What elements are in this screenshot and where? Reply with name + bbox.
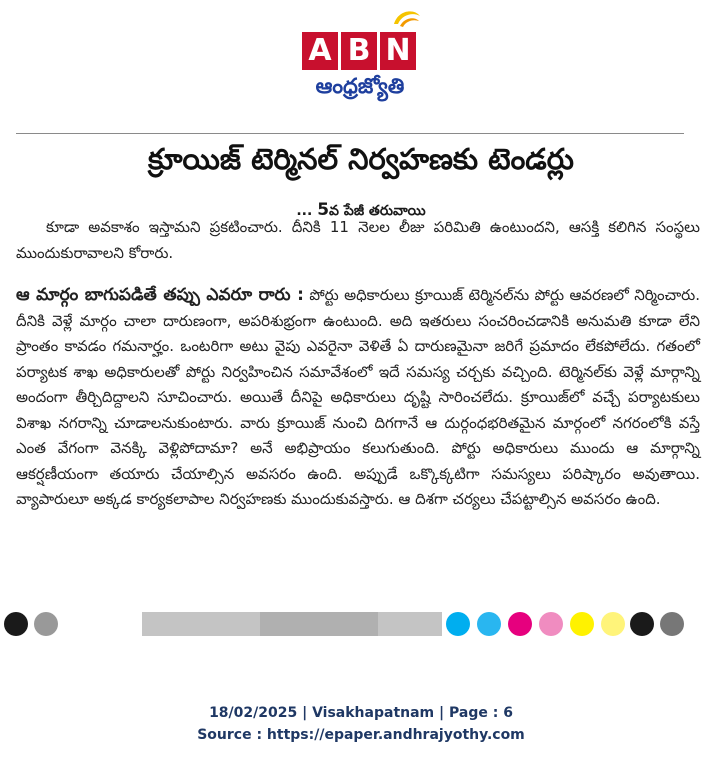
color-dot-cyan bbox=[446, 612, 470, 636]
color-dot-black-2 bbox=[630, 612, 654, 636]
logo-subtitle: ఆంధ్రజ్యోతి bbox=[315, 74, 405, 98]
color-dot-light-cyan bbox=[477, 612, 501, 636]
header-divider bbox=[16, 133, 684, 134]
footer-source: Source : https://epaper.andhrajyothy.com bbox=[197, 727, 525, 743]
color-dot-light-yellow bbox=[601, 612, 625, 636]
continuation-page-number: 5 bbox=[317, 200, 330, 220]
logo-letter-n: N bbox=[380, 32, 416, 70]
article-paragraph-2 bbox=[16, 283, 700, 513]
logo-swirl-icon bbox=[392, 6, 422, 30]
gray-bar-1 bbox=[142, 612, 260, 636]
color-dot-magenta bbox=[508, 612, 532, 636]
continuation-suffix: వ పేజీ తరువాయి bbox=[329, 203, 426, 219]
continuation-prefix: ... bbox=[296, 203, 318, 219]
gray-bar-3 bbox=[378, 612, 442, 636]
paragraph-2-body: పోర్టు అధికారులు క్రూయిజ్ టెర్మినల్‌ను పోర్టు ఆవరణలో నిర్మించారు. దీనికి వెళ్లే మార్గం చాలా దారుణంగా, అపరిశుభ్రంగా ఉంటుంది. అది ఇతరులు సంచరించడానికి అనుమతి కూడా లేని ప్రాంతం కావడం గమనార్హం. ఒంటరిగా అటు వైపు ఎవరైనా వెళితే ఏ దారుణమైనా జరిగే ప్రమాదం లేకపోలేదు. గతంలో పర్యాటక శాఖ అధికారులతో పోర్టు నిర్వహించిన సమావేశంలో ఇదే సమస్య చర్చకు వచ్చింది. టెర్మినల్‌కు వెళ్లే మార్గాన్ని అందంగా తీర్చిదిద్దాలని సూచించారు. అయితే దీనిపై అధికారులు దృష్టి సారించలేదు. క్రూయిజ్‌లో వచ్చే పర్యాటకులు విశాఖ నగరాన్ని చూడాలనుకుంటారు. వారు క్రూయిజ్ నుంచి దిగగానే ఆ దుర్గంధభరితమైన మార్గంలో నగరంలోకి వస్తే ఎంత వేగంగా వెనక్కి వెళ్లిపోదామా? అనే అభిప్రాయం కలుగుతుంది. పోర్టు అధికారులు ముందు ఆ మార్గాన్ని ఆకర్షణీయంగా తయారు చేయాల్సిన అవసరం ఉంది. అప్పుడే ఒక్కొక్కటిగా సమస్యలు పరిష్కారం అవుతాయి. వ్యాపారులూ అక్కడ కార్యకలాపాల నిర్వహణకు ముందుకువస్తారు. ఆ దిశగా చర్యలు చేపట్టాల్సిన అవసరం ఉంది. bbox=[16, 286, 700, 508]
footer-date-edition: 18/02/2025 | Visakhapatnam | Page : 6 bbox=[209, 705, 513, 721]
color-dot-light-magenta bbox=[539, 612, 563, 636]
article-headline: క్రూయిజ్ టెర్మినల్ నిర్వహణకు టెండర్లు bbox=[148, 142, 574, 176]
color-dot-black bbox=[4, 612, 28, 636]
logo-letter-b: B bbox=[341, 32, 377, 70]
color-dot-yellow bbox=[570, 612, 594, 636]
subheading-lead: ఆ మార్గం బాగుపడితే తప్పు ఎవరూ రారు : bbox=[16, 285, 304, 305]
logo-letter-a: A bbox=[302, 32, 338, 70]
abn-andhrajyothy-logo bbox=[300, 4, 420, 116]
color-dot-dark-gray bbox=[660, 612, 684, 636]
color-dot-gray bbox=[34, 612, 58, 636]
article-paragraph-1: కూడా అవకాశం ఇస్తామని ప్రకటించారు. దీనికి 11 నెలల లీజు పరిమితి ఉంటుందని, ఆసక్తి కలిగిన సంస్థలు ముందుకురావాలని కోరారు. bbox=[16, 218, 700, 262]
gray-bar-2 bbox=[260, 612, 378, 636]
